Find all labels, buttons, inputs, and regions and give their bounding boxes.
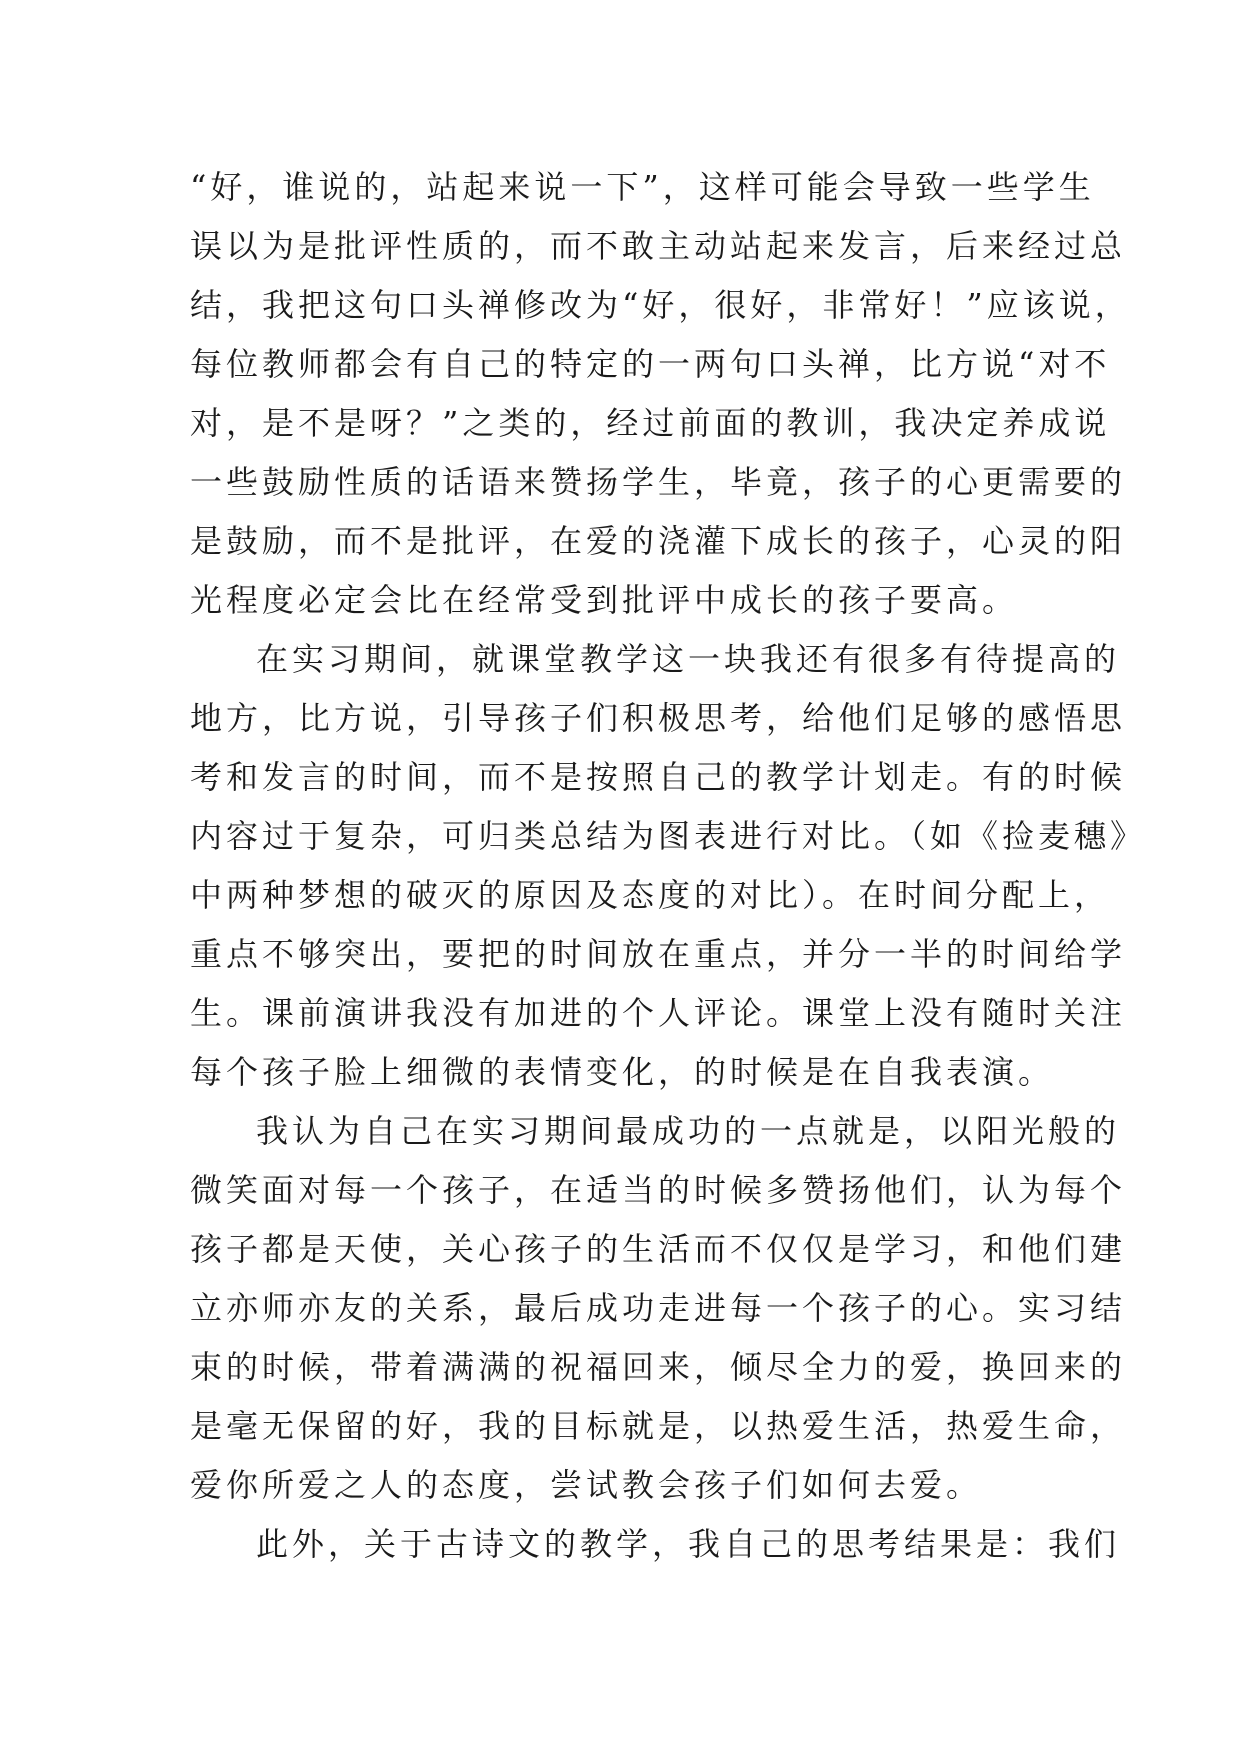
document-body [190, 158, 1147, 1574]
text-line: 爱你所爱之人的态度，尝试教会孩子们如何去爱。 [190, 1466, 983, 1504]
text-line: 考和发言的时间，而不是按照自己的教学计划走。有的时候 [190, 758, 1127, 796]
paragraph [190, 1102, 1127, 1515]
text-line: 中两种梦想的破灭的原因及态度的对比）。在时间分配上， [190, 876, 1111, 914]
text-line: 我认为自己在实习期间最成功的一点就是，以阳光般的 [256, 1112, 1121, 1150]
text-line: 是鼓励，而不是批评，在爱的浇灌下成长的孩子，心灵的阳 [190, 522, 1127, 560]
text-line: 一些鼓励性质的话语来赞扬学生，毕竟，孩子的心更需要的 [190, 463, 1127, 501]
text-line: 误以为是批评性质的，而不敢主动站起来发言，后来经过总 [190, 227, 1127, 265]
text-line: 立亦师亦友的关系，最后成功走进每一个孩子的心。实习结 [190, 1289, 1127, 1327]
text-line: 重点不够突出，要把的时间放在重点，并分一半的时间给学 [190, 935, 1127, 973]
text-line: 结，我把这句口头禅修改为“好，很好，非常好！”应该说， [190, 286, 1131, 324]
text-line: 是毫无保留的好，我的目标就是，以热爱生活，热爱生命， [190, 1407, 1127, 1445]
text-line: 微笑面对每一个孩子，在适当的时候多赞扬他们，认为每个 [190, 1171, 1127, 1209]
text-line: “好，谁说的，站起来说一下”，这样可能会导致一些学生 [190, 168, 1095, 206]
paragraph [190, 1515, 1121, 1574]
text-line: 光程度必定会比在经常受到批评中成长的孩子要高。 [190, 581, 1019, 619]
text-line: 生。课前演讲我没有加进的个人评论。课堂上没有随时关注 [190, 994, 1127, 1032]
text-line: 孩子都是天使，关心孩子的生活而不仅仅是学习，和他们建 [190, 1230, 1127, 1268]
text-line: 地方，比方说，引导孩子们积极思考，给他们足够的感悟思 [190, 699, 1127, 737]
paragraph [190, 630, 1147, 1102]
paragraph [190, 158, 1131, 630]
text-line: 此外，关于古诗文的教学，我自己的思考结果是：我们 [256, 1525, 1121, 1563]
text-line: 每个孩子脸上细微的表情变化，的时候是在自我表演。 [190, 1053, 1055, 1091]
text-line: 在实习期间，就课堂教学这一块我还有很多有待提高的 [256, 640, 1121, 678]
text-line: 每位教师都会有自己的特定的一两句口头禅，比方说“对不 [190, 345, 1111, 383]
text-line: 内容过于复杂，可归类总结为图表进行对比。（如《捡麦穗》 [190, 817, 1147, 855]
text-line: 束的时候，带着满满的祝福回来，倾尽全力的爱，换回来的 [190, 1348, 1127, 1386]
text-line: 对，是不是呀？”之类的，经过前面的教训，我决定养成说 [190, 404, 1111, 442]
